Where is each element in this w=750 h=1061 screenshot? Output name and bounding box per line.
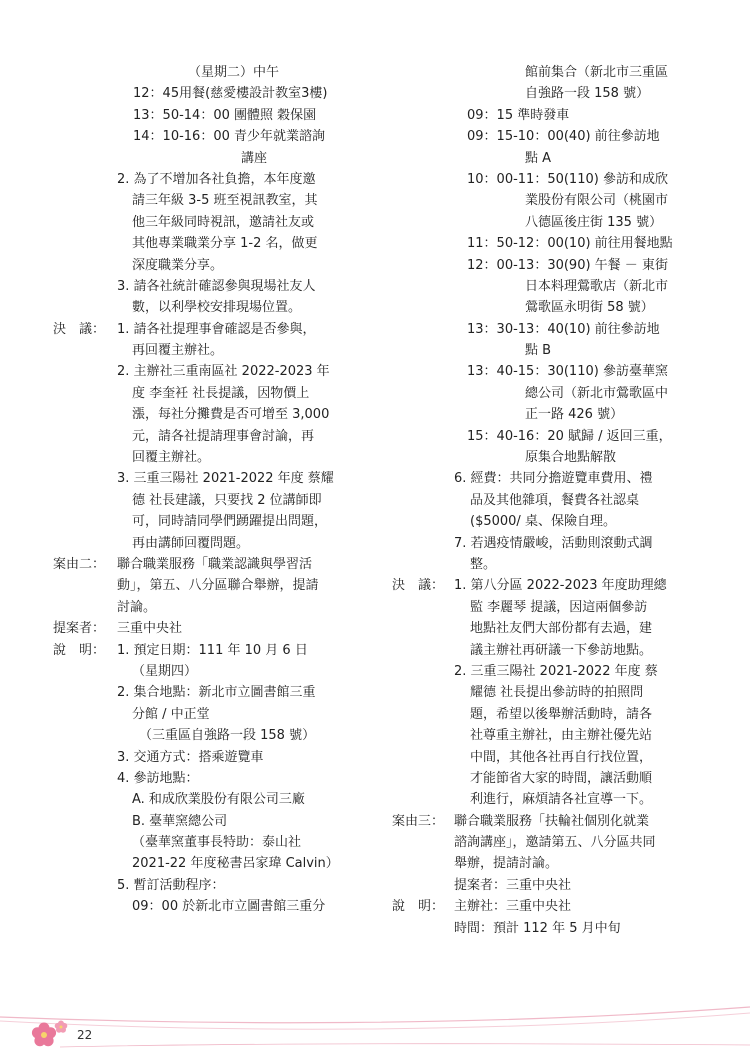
line-text: 15：40-16：20 賦歸 / 返回三重， <box>467 428 672 444</box>
text-line <box>392 704 710 725</box>
line-text: 7. 若遇疫情嚴峻，活動則滾動式調 <box>454 535 653 551</box>
line-text: 業股份有限公司（桃園市 <box>525 193 669 209</box>
line-text: 12：00-13：30(90) 午餐 － 東街 <box>467 257 668 273</box>
line-text: 提案者：三重中央社 <box>454 877 572 893</box>
line-text: 原集合地點解散 <box>525 450 617 466</box>
section-label: 案由二： <box>53 556 106 572</box>
line-text: 正一路 426 號） <box>525 407 624 423</box>
text-line <box>392 661 710 682</box>
text-line <box>53 682 373 703</box>
text-line <box>392 340 710 361</box>
text-line <box>392 62 710 83</box>
text-line <box>392 319 710 340</box>
text-line <box>392 554 710 575</box>
line-text: 09：15-10：00(40) 前往參訪地 <box>467 129 660 145</box>
line-text: 2. 主辦社三重南區社 2022-2023 年 <box>117 364 330 380</box>
text-line <box>392 896 710 917</box>
section-label: 決 議： <box>53 321 106 337</box>
line-text: 聯合職業服務「職業認識與學習活 <box>117 556 313 572</box>
line-text: 2. 集合地點：新北市立圖書館三重 <box>117 685 316 701</box>
line-text: 德 社長建議，只要找 2 位講師即 <box>132 492 322 508</box>
line-text: 點 A <box>525 150 552 166</box>
text-line <box>392 255 710 276</box>
line-text: （星期四） <box>132 663 198 679</box>
line-text: 3. 請各社統計確認參與現場社友人 <box>117 278 316 294</box>
text-line <box>392 190 710 211</box>
line-text: 1. 預定日期：111 年 10 月 6 日 <box>117 642 308 658</box>
line-text: 他三年級同時視訊，邀請社友或 <box>132 214 315 230</box>
text-line <box>53 640 373 661</box>
line-text: 5. 暫訂活動程序： <box>117 877 225 893</box>
text-line <box>392 404 710 425</box>
text-line <box>392 511 710 532</box>
line-text: 4. 參訪地點： <box>117 770 199 786</box>
line-text: 分館 / 中正堂 <box>132 706 210 722</box>
text-line <box>53 875 373 896</box>
section-label: 決 議： <box>392 578 445 594</box>
left-column <box>53 62 373 918</box>
line-text: 3. 三重三陽社 2021-2022 年度 蔡耀 <box>117 471 334 487</box>
text-line <box>53 126 373 147</box>
text-line <box>53 383 373 404</box>
text-line <box>392 468 710 489</box>
line-text: 舉辦，提請討論。 <box>454 856 559 872</box>
text-line <box>53 319 373 340</box>
line-text: 再回覆主辦社。 <box>132 343 224 359</box>
line-text: 社尊重主辦社，由主辦社優先站 <box>470 728 653 744</box>
line-text: 13：30-13：40(10) 前往參訪地 <box>467 321 660 337</box>
text-line <box>53 404 373 425</box>
text-line <box>53 105 373 126</box>
line-text: 才能節省大家的時間，讓活動順 <box>470 770 653 786</box>
text-line <box>53 832 373 853</box>
text-line <box>392 447 710 468</box>
section-label: 案由三： <box>392 813 445 829</box>
line-text: A. 和成欣業股份有限公司三廠 <box>132 792 305 808</box>
line-text: 品及其他雜項，餐費各社認桌 <box>470 492 640 508</box>
text-line <box>392 426 710 447</box>
text-line <box>53 789 373 810</box>
line-text: （星期二）中午 <box>188 65 280 80</box>
text-line <box>53 276 373 297</box>
line-text: 自強路一段 158 號） <box>525 86 650 102</box>
text-line <box>53 896 373 917</box>
text-line <box>53 340 373 361</box>
line-text: 題，希望以後舉辦活動時，請各 <box>470 706 653 722</box>
text-line <box>53 62 373 83</box>
text-line <box>53 255 373 276</box>
line-text: 回覆主辦社。 <box>132 450 211 466</box>
line-text: 點 B <box>525 343 552 359</box>
line-text: 鶯歌區永明街 58 號） <box>525 300 654 316</box>
line-text: 諮詢講座」，邀請第五、八分區共同 <box>454 835 656 851</box>
text-line <box>53 233 373 254</box>
line-text: 2021-22 年度秘書呂家瑋 Calvin） <box>132 856 339 872</box>
line-text: 討論。 <box>117 599 157 615</box>
section-label: 說 明： <box>392 899 445 915</box>
line-text: 日本料理鶯歌店（新北市 <box>525 278 669 294</box>
text-line <box>392 789 710 810</box>
text-line <box>53 575 373 596</box>
text-line <box>392 297 710 318</box>
line-text: 元，請各社提請理事會討論，再 <box>132 428 315 444</box>
text-line <box>392 276 710 297</box>
line-text: 1. 第八分區 2022-2023 年度助理總 <box>454 578 667 594</box>
text-line <box>392 212 710 233</box>
line-text: 10：00-11：50(110) 參訪和成欣 <box>467 171 668 187</box>
text-line <box>392 126 710 147</box>
text-line <box>53 361 373 382</box>
text-line <box>53 618 373 639</box>
text-line <box>53 554 373 575</box>
text-line <box>53 297 373 318</box>
text-line <box>392 383 710 404</box>
text-line <box>392 533 710 554</box>
line-text: 八德區後庄街 135 號） <box>525 214 663 230</box>
text-line <box>53 511 373 532</box>
text-line <box>392 233 710 254</box>
text-line <box>53 661 373 682</box>
line-text: 2. 為了不增加各社負擔，本年度邀 <box>117 171 316 187</box>
line-text: 12：45用餐(慈愛樓設計教室3樓) <box>133 86 328 102</box>
text-line <box>53 426 373 447</box>
line-text: 度 李奎衽 社長提議，因物價上 <box>132 385 310 401</box>
line-text: 議主辦社再研議一下參訪地點。 <box>470 642 653 658</box>
line-text: 數，以利學校安排現場位置。 <box>132 300 302 316</box>
line-text: 耀德 社長提出參訪時的拍照問 <box>470 685 644 701</box>
line-text: （三重區自強路一段 158 號） <box>139 728 316 744</box>
text-line <box>392 875 710 896</box>
page-number: 22 <box>77 1028 93 1042</box>
decorative-swoosh <box>0 1003 750 1053</box>
text-line <box>392 575 710 596</box>
line-text: 其他專業職業分享 1-2 名，做更 <box>132 236 318 252</box>
text-line <box>53 853 373 874</box>
text-line <box>53 212 373 233</box>
line-text: 三重中央社 <box>117 621 183 637</box>
text-line <box>53 725 373 746</box>
line-text: 地點社友們大部份都有去過，建 <box>470 621 653 637</box>
line-text: 中間，其他各社再自行找位置， <box>470 749 653 765</box>
text-line <box>53 148 373 169</box>
text-line <box>392 490 710 511</box>
text-line <box>392 169 710 190</box>
line-text: 講座 <box>241 150 268 166</box>
line-text: 可，同時請同學們踴躍提出問題， <box>132 514 328 530</box>
text-line <box>392 768 710 789</box>
line-text: 監 李麗琴 提議，因這兩個參訪 <box>470 599 648 615</box>
text-line <box>392 853 710 874</box>
line-text: 館前集合（新北市三重區 <box>525 65 669 80</box>
line-text: 13：50-14：00 團體照 穀保園 <box>133 107 317 123</box>
line-text: 時間：預計 112 年 5 月中旬 <box>454 920 621 936</box>
text-line <box>392 918 710 939</box>
text-line <box>53 490 373 511</box>
text-line <box>392 640 710 661</box>
text-line <box>53 597 373 618</box>
line-text: （臺華窯董事長特助：泰山社 <box>132 835 302 851</box>
right-column <box>392 62 710 939</box>
text-line <box>392 618 710 639</box>
text-line <box>53 190 373 211</box>
line-text: 13：40-15：30(110) 參訪臺華窯 <box>467 364 668 380</box>
text-line <box>53 768 373 789</box>
line-text: 動」，第五、八分區聯合舉辦，提請 <box>117 578 319 594</box>
line-text: 漲，每社分攤費是否可增至 3,000 <box>132 407 330 423</box>
section-label: 說 明： <box>53 642 106 658</box>
text-line <box>53 468 373 489</box>
text-line <box>392 148 710 169</box>
line-text: 14：10-16：00 青少年就業諮詢 <box>133 129 325 145</box>
text-line <box>53 83 373 104</box>
line-text: 6. 經費：共同分擔遊覽車費用、禮 <box>454 471 653 487</box>
text-line <box>53 533 373 554</box>
line-text: 請三年級 3-5 班至視訊教室，其 <box>132 193 318 209</box>
line-text: 聯合職業服務「扶輪社個別化就業 <box>454 813 650 829</box>
line-text: 1. 請各社提理事會確認是否參與， <box>117 321 316 337</box>
line-text: 再由講師回覆問題。 <box>132 535 250 551</box>
line-text: ($5000/ 桌、保險自理。 <box>470 514 616 530</box>
text-line <box>392 725 710 746</box>
flower-icon <box>30 1018 70 1052</box>
text-line <box>53 704 373 725</box>
text-line <box>392 811 710 832</box>
line-text: 主辦社：三重中央社 <box>454 899 572 915</box>
text-line <box>392 682 710 703</box>
text-line <box>392 105 710 126</box>
section-label: 提案者： <box>53 621 106 637</box>
line-text: 深度職業分享。 <box>132 257 224 273</box>
text-line <box>392 747 710 768</box>
text-line <box>392 597 710 618</box>
text-line <box>392 361 710 382</box>
line-text: 2. 三重三陽社 2021-2022 年度 蔡 <box>454 663 658 679</box>
line-text: 總公司（新北市鶯歌區中 <box>525 385 669 401</box>
line-text: 09：00 於新北市立圖書館三重分 <box>132 899 326 915</box>
text-line <box>392 83 710 104</box>
line-text: B. 臺華窯總公司 <box>132 813 228 829</box>
text-line <box>53 747 373 768</box>
text-line <box>392 832 710 853</box>
line-text: 09：15 準時發車 <box>467 107 570 123</box>
line-text: 11：50-12：00(10) 前往用餐地點 <box>467 236 673 252</box>
text-line <box>53 169 373 190</box>
text-line <box>53 447 373 468</box>
line-text: 整。 <box>470 556 497 572</box>
text-line <box>53 811 373 832</box>
line-text: 3. 交通方式：搭乘遊覽車 <box>117 749 264 765</box>
line-text: 利進行，麻煩請各社宣導一下。 <box>470 792 653 808</box>
